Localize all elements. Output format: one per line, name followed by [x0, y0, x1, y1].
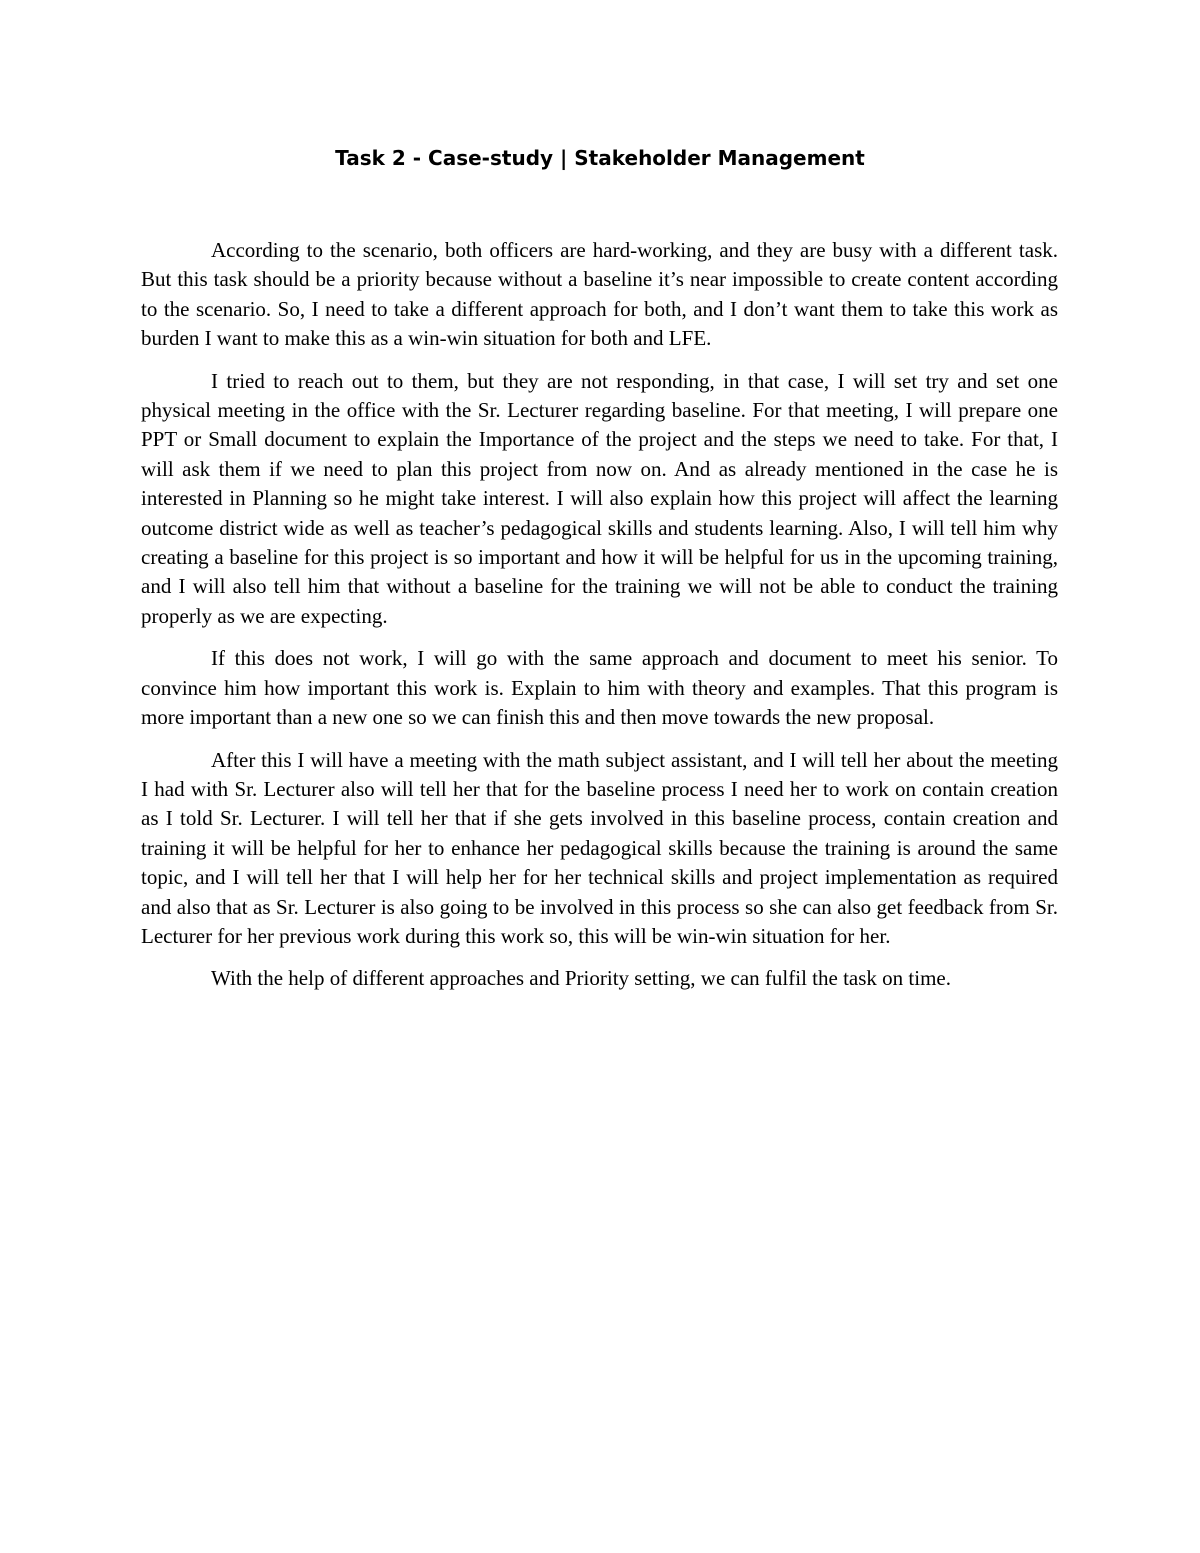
document-title: Task 2 - Case-study | Stakeholder Management [335, 146, 865, 170]
paragraph-conclusion: With the help of different approaches and Priority setting, we can fulfil the task on time. [211, 966, 951, 991]
paragraph-escalation: If this does not work, I will go with the same approach and document to meet his senior. To convince him how important this work is. Explain to him with theory and examples. That this program is more important than a new one so we can finish this and then move towards the new proposal. [141, 646, 1058, 730]
paragraph-subject-assistant: After this I will have a meeting with the math subject assistant, and I will tell her about the meeting I had with Sr. Lecturer also will tell her that for the baseline process I need her to work on contain creation as I told Sr. Lecturer. I will tell her that if she gets involved in this baseline process, contain creation and training it will be helpful for her to enhance her pedagogical skills because the training is around the same topic, and I will tell her that I will help her for her technical skills and project implementation as required and also that as Sr. Lecturer is also going to be involved in this process so she can also get feedback from Sr. Lecturer for her previous work during this work so, this will be win-win situation for her. [141, 747, 1058, 948]
paragraph-scenario: According to the scenario, both officers are hard-working, and they are busy with a different task. But this task should be a priority because without a baseline it’s near impossible to create content according to the scenario. So, I need to take a different approach for both, and I don’t want them to take this work as burden I want to make this as a win-win situation for both and LFE. [141, 238, 1058, 351]
paragraph-meeting-plan: I tried to reach out to them, but they are not responding, in that case, I will set try and set one physical meeting in the office with the Sr. Lecturer regarding baseline. For that meeting, I will prepare one PPT or Small document to explain the Importance of the project and the steps we need to take. For that, I will ask them if we need to plan this project from now on. And as already mentioned in the case he is interested in Planning so he might take interest. I will also explain how this project will affect the learning outcome district wide as well as teacher’s pedagogical skills and students learning. Also, I will tell him why creating a baseline for this project is so important and how it will be helpful for us in the upcoming training, and I will also tell him that without a baseline for the training we will not be able to conduct the training properly as we are expecting. [141, 368, 1058, 628]
document-body [141, 236, 1058, 1007]
